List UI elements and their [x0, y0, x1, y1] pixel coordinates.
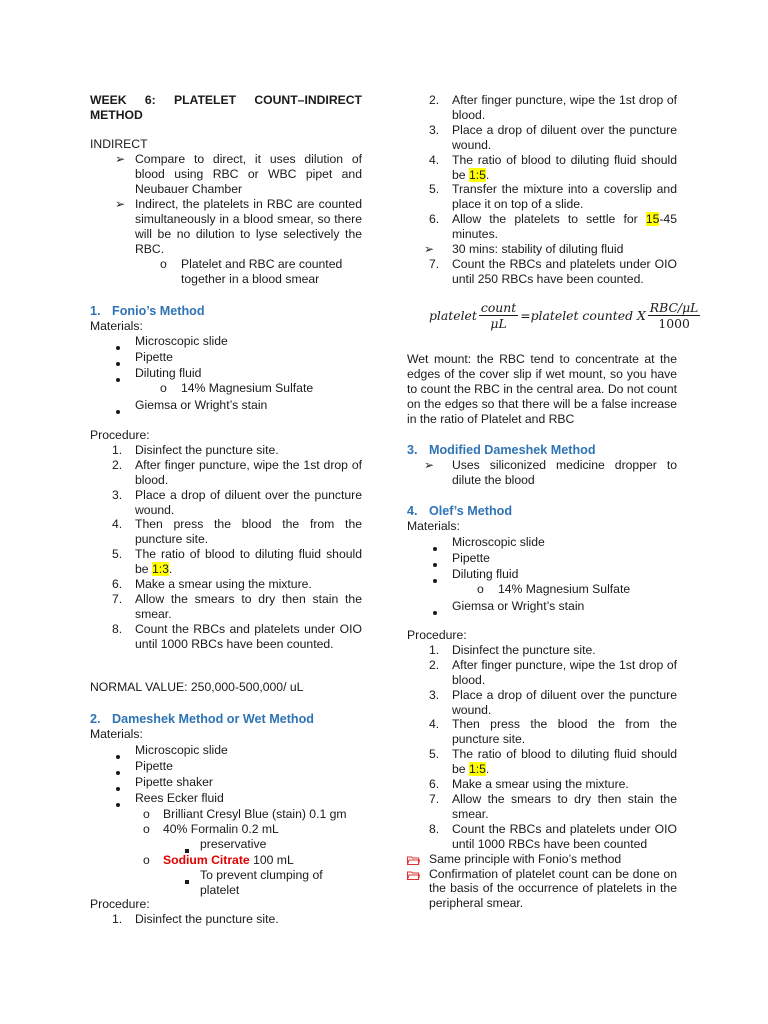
list-item: 7. Count the RBCs and platelets under OIO until 250 RBCs have been counted. — [429, 256, 677, 286]
ratio-highlight: 1:5 — [468, 167, 486, 182]
list-item: o Brilliant Cresyl Blue (stain) 0.1 gm — [143, 806, 347, 821]
list-item: 6. Allow the platelets to settle for 15-45 minutes. — [429, 212, 677, 242]
list-item: 1. Disinfect the puncture site. — [429, 642, 596, 657]
list-item: 1. Disinfect the puncture site. — [112, 911, 279, 926]
page-title: WEEK 6: PLATELET COUNT–INDIRECT METHOD — [90, 93, 362, 122]
list-item: 8. Count the RBCs and platelets under OIO until 1000 RBCs have been counted. — [112, 621, 362, 651]
indirect-bullet-1: ➢ Compare to direct, it uses dilution of blood using RBC or WBC pipet and Neubauer Chamber — [115, 152, 362, 196]
normal-value: NORMAL VALUE: 250,000-500,000/ uL — [90, 680, 304, 694]
folder-icon — [407, 856, 420, 865]
modified-dameshek-bullet: ➢ Uses siliconized medicine dropper to dilute the blood — [424, 458, 677, 487]
settle-time-highlight: 15 — [645, 212, 660, 227]
list-item: 4. Then press the blood the from the puncture site. — [429, 717, 677, 747]
list-item: Diluting fluid — [90, 366, 362, 381]
dameshek-procedure-start: Procedure: 1. Disinfect the puncture site. — [90, 897, 362, 927]
note-item: Confirmation of platelet count can be done on the basis of the occurrence of platelets in the peripheral smear. — [407, 867, 677, 912]
formula-fraction: $\frac{\text{RBC/μL}}{1000}$ — [649, 300, 699, 331]
list-item: o 14% Magnesium Sulfate — [160, 380, 314, 395]
list-item: 4. The ratio of blood to diluting fluid should be 1:5. — [429, 152, 677, 182]
list-item: Pipette shaker — [90, 775, 362, 790]
list-item: 3. Place a drop of diluent over the puncture wound. — [429, 122, 677, 152]
arrow-bullet-icon: ➢ — [424, 242, 435, 257]
list-item: 7. Allow the smears to dry then stain the smear. — [112, 591, 362, 621]
list-item: 2. After finger puncture, wipe the 1st drop of blood. — [429, 93, 677, 122]
list-item: o Sodium Citrate 100 mL — [143, 853, 294, 868]
list-item: 7. Allow the smears to dry then stain the smear. — [429, 791, 677, 821]
list-item: o 14% Magnesium Sulfate — [477, 581, 631, 596]
list-item: 2. After finger puncture, wipe the 1st drop of blood. — [112, 457, 362, 487]
ratio-highlight: 1:5 — [468, 762, 486, 777]
indirect-bullet-2: ➢ Indirect, the platelets in RBC are counted simultaneously in a blood smear, so there will be no dilution to lyse selectively the RBC. — [115, 197, 362, 256]
list-item: 4. Then press the blood the from the puncture site. — [112, 517, 362, 547]
dameshek-heading: 2. Dameshek Method or Wet Method — [90, 712, 314, 726]
list-item: Pipette — [90, 350, 362, 365]
wet-mount-note: Wet mount: the RBC tend to concentrate at the edges of the cover slip if wet mount, so you have to count the RBC in the central area. Do not count on the edges so that there will be a false increase in the ratio of Platelet and RBC — [407, 352, 677, 426]
list-item: 5. The ratio of blood to diluting fluid should be 1:3. — [112, 547, 362, 577]
list-item: 6. Make a smear using the mixture. — [429, 777, 629, 792]
list-item: ➢ 30 mins: stability of diluting fluid — [424, 242, 624, 257]
list-item: Rees Ecker fluid — [90, 791, 362, 806]
list-item: 6. Make a smear using the mixture. — [112, 577, 312, 592]
arrow-bullet-icon: ➢ — [424, 458, 435, 472]
list-item: Giemsa or Wright’s stain — [407, 599, 677, 614]
list-item: 5. The ratio of blood to diluting fluid should be 1:5. — [429, 747, 677, 777]
list-item: Giemsa or Wright’s stain — [90, 398, 362, 413]
circle-bullet-icon: o — [160, 380, 167, 395]
olef-materials: Materials: Microscopic slide Pipette Diluting fluid o 14% Magnesium Sulfate Giemsa or Wright’s stain — [407, 519, 677, 613]
list-item: 3. Place a drop of diluent over the puncture wound. — [112, 487, 362, 517]
fonio-procedure: Procedure: 1. Disinfect the puncture site. 2. After finger puncture, wipe the 1st drop of blood. 3. Place a drop of diluent over the puncture wound. 4. Then press the blood the from the puncture site. 5. The ratio of blood to diluting fluid should be 1:3. 6. Make a smear using the mixture. 7. Allow the smears to dry then stain the smear. 8. Count the RBCs and platelets under OIO until 1000 RBCs have been counted. — [90, 428, 362, 651]
circle-bullet-icon: o — [143, 853, 150, 868]
arrow-bullet-icon: ➢ — [115, 152, 126, 166]
circle-bullet-icon: o — [143, 806, 150, 821]
list-item: Microscopic slide — [407, 535, 677, 550]
folder-icon — [407, 871, 420, 880]
list-item: 8. Count the RBCs and platelets under OIO until 1000 RBCs have been counted — [429, 821, 677, 851]
list-item: Diluting fluid — [407, 567, 677, 582]
list-item: Microscopic slide — [90, 334, 362, 349]
list-item: Pipette — [90, 759, 362, 774]
list-item: Microscopic slide — [90, 743, 362, 758]
dameshek-procedure-cont — [407, 93, 677, 287]
arrow-bullet-icon: ➢ — [115, 197, 126, 211]
list-item: 5. Transfer the mixture into a coverslip and place it on top of a slide. — [429, 182, 677, 212]
list-item: 2. After finger puncture, wipe the 1st drop of blood. — [429, 657, 677, 687]
olef-heading: 4. Olef’s Method — [407, 504, 513, 518]
square-bullet-icon — [185, 880, 189, 884]
list-item: 1. Disinfect the puncture site. — [112, 442, 279, 457]
list-item: Pipette — [407, 551, 677, 566]
list-item: o 40% Formalin 0.2 mL — [143, 822, 279, 837]
circle-bullet-icon: o — [143, 822, 150, 837]
indirect-heading: INDIRECT — [90, 137, 148, 151]
list-item: preservative — [90, 837, 362, 852]
formula-fraction: $\frac{\text{count}}{\mu L}$ — [480, 300, 517, 331]
list-item: 3. Place a drop of diluent over the puncture wound. — [429, 687, 677, 717]
bullet-dot-icon — [433, 611, 437, 615]
ratio-highlight: 1:3 — [151, 562, 169, 577]
indirect-sub-bullet: o Platelet and RBC are counted together in a blood smear — [160, 257, 343, 286]
list-item: To prevent clumping of platelet — [90, 868, 362, 898]
dameshek-materials: Materials: Microscopic slide Pipette Pipette shaker Rees Ecker fluid o Brilliant Cresyl Blue (stain) 0.1 gm o 40% Formalin 0.2 mL preservative o Sodium Citrate 100 mL To prevent clumping of platelet — [90, 727, 362, 898]
fonio-heading: 1. Fonio’s Method — [90, 304, 205, 318]
olef-procedure: Procedure: 1. Disinfect the puncture site. 2. After finger puncture, wipe the 1st drop of blood. 3. Place a drop of diluent over the puncture wound. 4. Then press the blood the from the puncture site. 5. The ratio of blood to diluting fluid should be 1:5. 6. Make a smear using the mixture. 7. Allow the smears to dry then stain the smear. 8. Count the RBCs and platelets under OIO until 1000 RBCs have been counted Same principle with Fonio’s method Confirmation of platelet count can be done on the basis of the occurrence of platelets in the peripheral smear. — [407, 628, 677, 911]
circle-bullet-icon: o — [477, 581, 484, 596]
note-item: Same principle with Fonio’s method — [407, 852, 677, 867]
fonio-materials: Materials: Microscopic slide Pipette Diluting fluid o 14% Magnesium Sulfate Giemsa or Wright’s stain — [90, 319, 362, 412]
modified-dameshek-heading: 3. Modified Dameshek Method — [407, 443, 596, 457]
bullet-dot-icon — [116, 410, 120, 414]
platelet-formula: platelet $\frac{\text{count}}{\mu L}$ = platelet counted X $\frac{\text{RBC/μL}}{1000}$ — [429, 300, 699, 331]
circle-bullet-icon: o — [160, 257, 167, 271]
